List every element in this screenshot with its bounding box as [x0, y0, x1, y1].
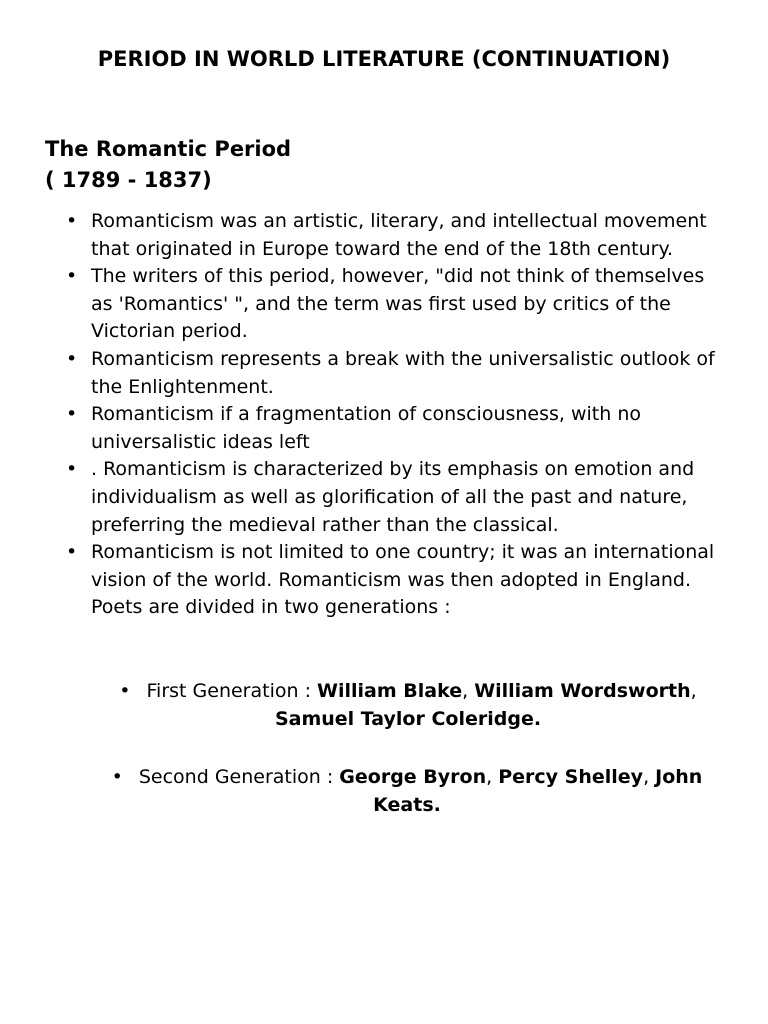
list-item-text: Romanticism was an artistic, literary, and intellectual movement that originated in Europe toward the end of the 18th century.: [91, 210, 707, 260]
list-item-text: Romanticism if a fragmentation of consciousness, with no universalistic ideas left: [91, 403, 642, 453]
list-item: [45, 346, 715, 401]
poet-name: William Blake: [317, 680, 463, 702]
separator: ,: [486, 766, 499, 788]
bullet-icon: •: [66, 403, 78, 426]
poet-name: William Wordsworth: [474, 680, 691, 702]
second-generation-item: [82, 764, 732, 819]
bullet-icon: •: [66, 458, 78, 481]
section-heading: [45, 134, 291, 196]
list-item-text: Romanticism is not limited to one country; it was an international vision of the world. Romanticism was then adopted in England. Poets are divided in two generations :: [91, 541, 715, 619]
list-item-text: Romanticism represents a break with the universalistic outlook of the Enlightenment.: [91, 347, 715, 398]
poet-name: John Keats.: [373, 766, 703, 816]
bullet-icon: •: [66, 347, 78, 370]
document-title: PERIOD IN WORLD LITERATURE (CONTINUATION): [97, 47, 671, 71]
list-item: [45, 401, 715, 456]
poet-name: Samuel Taylor Coleridge.: [274, 707, 542, 730]
separator: ,: [462, 680, 475, 702]
list-item: [45, 263, 715, 346]
list-item: [45, 208, 715, 263]
second-generation-label: Second Generation :: [138, 766, 340, 788]
bullet-icon: •: [66, 541, 78, 564]
first-generation-item: [88, 678, 728, 733]
section-heading-title: The Romantic Period: [45, 137, 292, 161]
poet-name: Percy Shelley: [498, 766, 644, 788]
list-item-text: . Romanticism is characterized by its emphasis on emotion and individualism as well as glorification of all the past and nature, preferring the medieval rather than the classical.: [91, 458, 695, 536]
bullet-icon: •: [66, 210, 78, 232]
separator: ,: [643, 766, 656, 788]
list-item: [45, 456, 715, 539]
bullet-icon: •: [111, 766, 123, 788]
romanticism-bullet-list: [45, 208, 715, 622]
poet-name: George Byron: [339, 766, 487, 788]
bullet-icon: •: [66, 265, 78, 288]
list-item-text: The writers of this period, however, "did not think of themselves as 'Romantics' ", and the term was first used by critics of the Victorian period.: [91, 265, 705, 343]
separator: ,: [690, 680, 697, 702]
bullet-icon: •: [119, 680, 131, 702]
section-heading-dates: ( 1789 - 1837): [45, 168, 212, 192]
list-item: [45, 539, 715, 622]
first-generation-label: First Generation :: [146, 680, 318, 702]
